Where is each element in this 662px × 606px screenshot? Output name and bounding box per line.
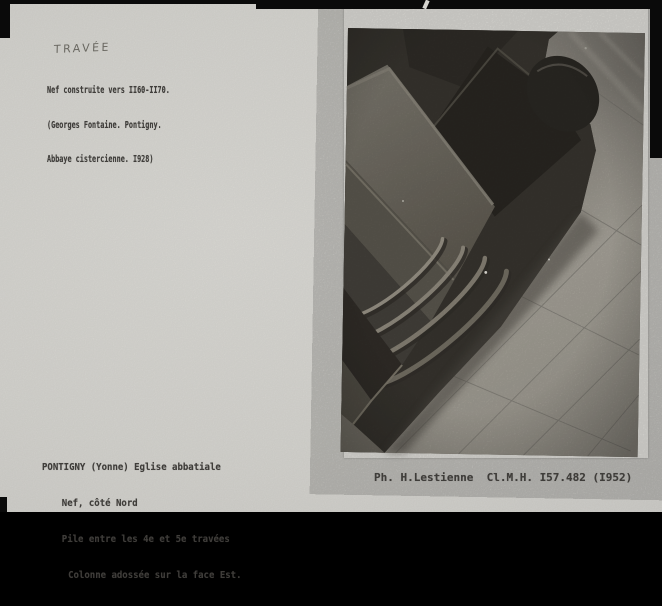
location-caption-line: PONTIGNY (Yonne) Eglise abbatiale	[42, 462, 221, 473]
location-caption-line: Nef, côté Nord	[61, 498, 138, 509]
photograph-rendering	[341, 28, 645, 457]
scan-border-top-right	[256, 0, 662, 9]
handwritten-annotation: TRAVÉE	[53, 40, 112, 57]
photographer-credit: Ph. H.Lestienne Cl.M.H. I57.482 (I952)	[374, 471, 633, 484]
scan-border-bottom-left-mark	[0, 497, 7, 512]
construction-note-line: (Georges Fontaine. Pontigny.	[47, 119, 162, 131]
location-caption-line: Colonne adossée sur la face Est.	[68, 570, 242, 581]
location-caption-line: Pile entre les 4e et 5e travées	[61, 534, 230, 545]
construction-note-line: Nef construite vers II60-II70.	[47, 85, 170, 96]
photograph	[341, 28, 645, 457]
location-caption	[42, 438, 241, 606]
construction-note	[47, 62, 170, 189]
scan-border-right	[650, 0, 662, 158]
film-grain	[341, 28, 645, 457]
scan-border-top-left-corner	[0, 0, 10, 38]
photograph-print	[344, 5, 648, 458]
construction-note-line: Abbaye cistercienne. I928)	[47, 154, 154, 165]
